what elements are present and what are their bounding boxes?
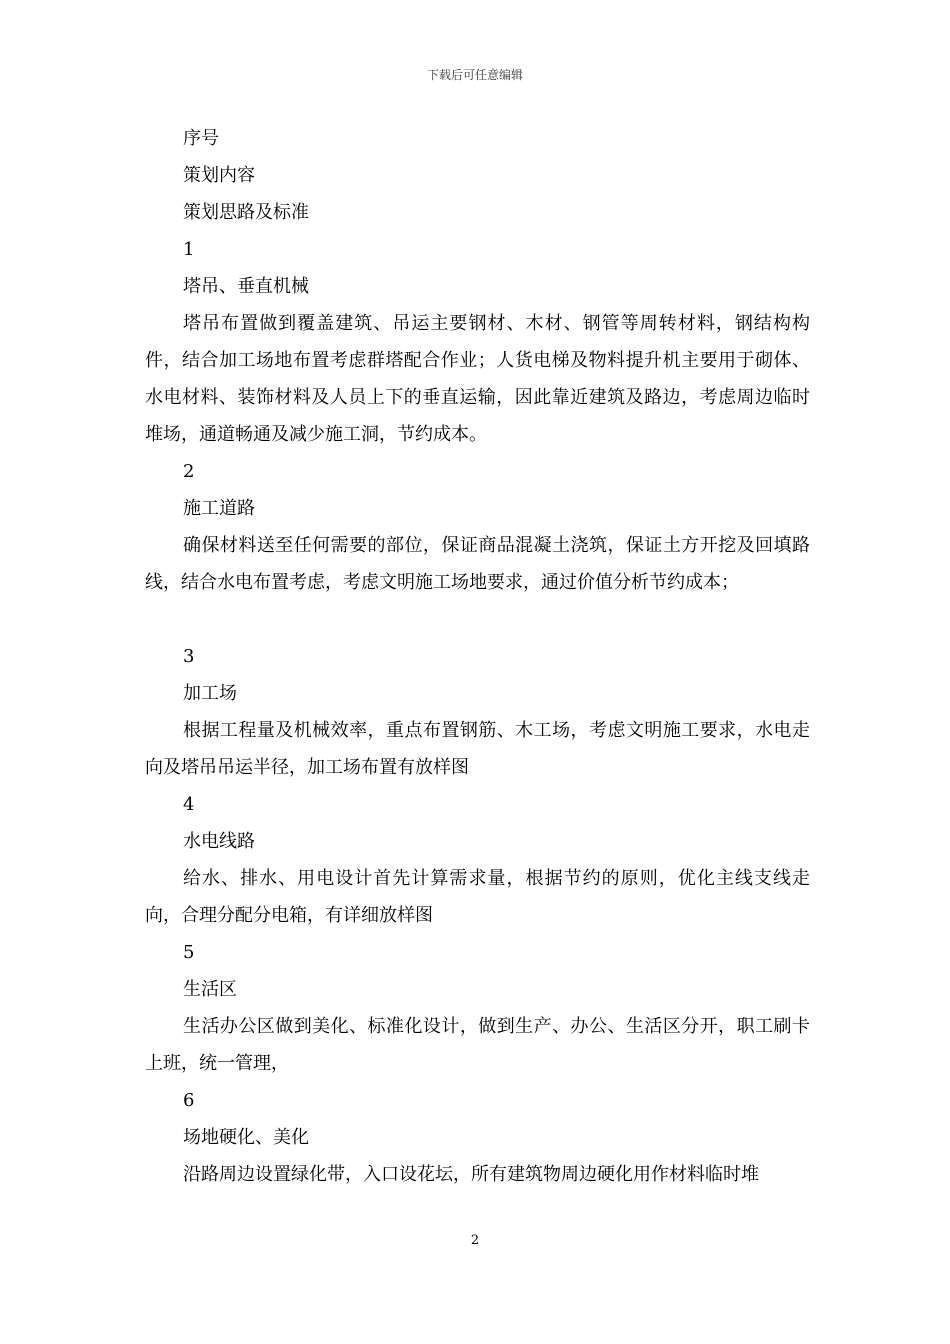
- row-title: 水电线路: [183, 831, 255, 852]
- row-number: 5: [183, 942, 195, 963]
- row-description: 确保材料送至任何需要的部位，保证商品混凝土浇筑，保证土方开挖及回填路线，结合水电布置考虑，考虑文明施工场地要求，通过价值分析节约成本；: [145, 535, 810, 593]
- row-title: 加工场: [183, 683, 237, 704]
- row-description: 给水、排水、用电设计首先计算需求量，根据节约的原则，优化主线支线走向，合理分配分电箱，有详细放样图: [145, 868, 810, 926]
- row-number: 6: [183, 1090, 195, 1111]
- page-header: 下载后可任意编辑: [426, 68, 523, 82]
- blank-line: [145, 601, 810, 638]
- row-title: 施工道路: [183, 498, 255, 519]
- row-description: 沿路周边设置绿化带，入口设花坛，所有建筑物周边硬化用作材料临时堆: [183, 1164, 759, 1185]
- row-number: 1: [183, 239, 195, 260]
- row-description: 根据工程量及机械效率，重点布置钢筋、木工场，考虑文明施工要求，水电走向及塔吊吊运半径，加工场布置有放样图: [145, 720, 810, 778]
- row-title: 场地硬化、美化: [183, 1127, 309, 1148]
- page-number: 2: [470, 1233, 480, 1248]
- header-plan-approach: 策划思路及标准: [183, 202, 309, 223]
- row-title: 生活区: [183, 979, 237, 1000]
- row-title: 塔吊、垂直机械: [183, 276, 309, 297]
- header-plan-content: 策划内容: [183, 165, 255, 186]
- row-description: 塔吊布置做到覆盖建筑、吊运主要钢材、木材、钢管等周转材料，钢结构构件，结合加工场地布置考虑群塔配合作业；人货电梯及物料提升机主要用于砌体、水电材料、装饰材料及人员上下的垂直运输，因此靠近建筑及路边，考虑周边临时堆场，通道畅通及减少施工洞，节约成本。: [145, 313, 810, 445]
- row-number: 2: [183, 461, 195, 482]
- row-number: 3: [183, 646, 195, 667]
- row-number: 4: [183, 794, 195, 815]
- row-description: 生活办公区做到美化、标准化设计，做到生产、办公、生活区分开，职工刷卡上班，统一管理，: [145, 1016, 810, 1074]
- header-sequence-number: 序号: [183, 128, 219, 149]
- document-body: [145, 120, 810, 1193]
